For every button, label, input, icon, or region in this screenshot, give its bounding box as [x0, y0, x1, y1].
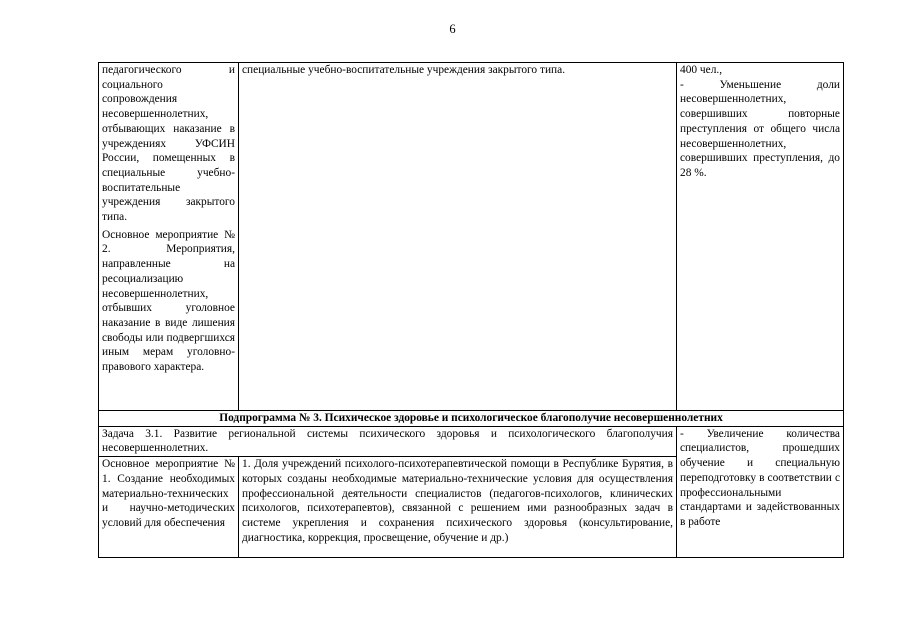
result-reduction: - Уменьшение доли несовершеннолетних, совершивших повторные преступления от общего числа несовершеннолетних, совершивших преступления, до 28 %.: [680, 78, 840, 179]
result-count: 400 чел.,: [680, 64, 723, 76]
table-row: [99, 426, 844, 456]
result-cell-bottom: [677, 426, 844, 557]
indicator-share: 1. Доля учреждений психолого-психотерапевтической помощи в Республике Бурятия, в которых созданы необходимые материально-технические условия для осуществления профессиональной деятельности специалистов (педагогов-психологов, клинических психологов, психотерапевтов), связанной с решением ими разнообразных задач в системе укрепления и сохранения психического здоровья (консультирование, диагностика, коррекция, просвещение, обучение и др.): [242, 458, 673, 544]
event-cell-bottom: [99, 457, 239, 558]
task-cell: [99, 426, 677, 456]
table-row: [99, 411, 844, 427]
table-row: [99, 63, 844, 411]
result-cell: [677, 63, 844, 411]
indicator-text: специальные учебно-воспитательные учреждения закрытого типа.: [242, 64, 566, 76]
subprogram-heading: Подпрограмма № 3. Психическое здоровье и психологическое благополучие несовершеннолетних: [99, 411, 844, 427]
main-event-1: Основное мероприятие № 1. Создание необходимых материально-технических и научно-методических условий для обеспечения: [102, 458, 235, 529]
page-number: 6: [449, 22, 456, 36]
event-cell: [99, 63, 239, 411]
main-event-2: Основное мероприятие № 2. Мероприятия, направленные на ресоциализацию несовершеннолетних, отбывших уголовное наказание в виде лишения свободы или подвергшихся иным мерам уголовно-правового характера.: [102, 228, 235, 374]
program-table: [98, 62, 844, 558]
indicator-cell-bottom: [239, 457, 677, 558]
result-specialists: - Увеличение количества специалистов, прошедших обучение и специальную переподготовку в соответствии с профессиональными стандартами и задействованных в работе: [680, 427, 840, 528]
indicator-cell: [239, 63, 677, 411]
task-text: Задача 3.1. Развитие региональной системы психического здоровья и психологического благополучия несовершеннолетних.: [102, 427, 673, 455]
event-description: педагогического и социального сопровождения несовершеннолетних, отбывающих наказание в учреждениях УФСИН России, помещенных в специальные учебно-воспитательные учреждения закрытого типа.: [102, 64, 235, 224]
